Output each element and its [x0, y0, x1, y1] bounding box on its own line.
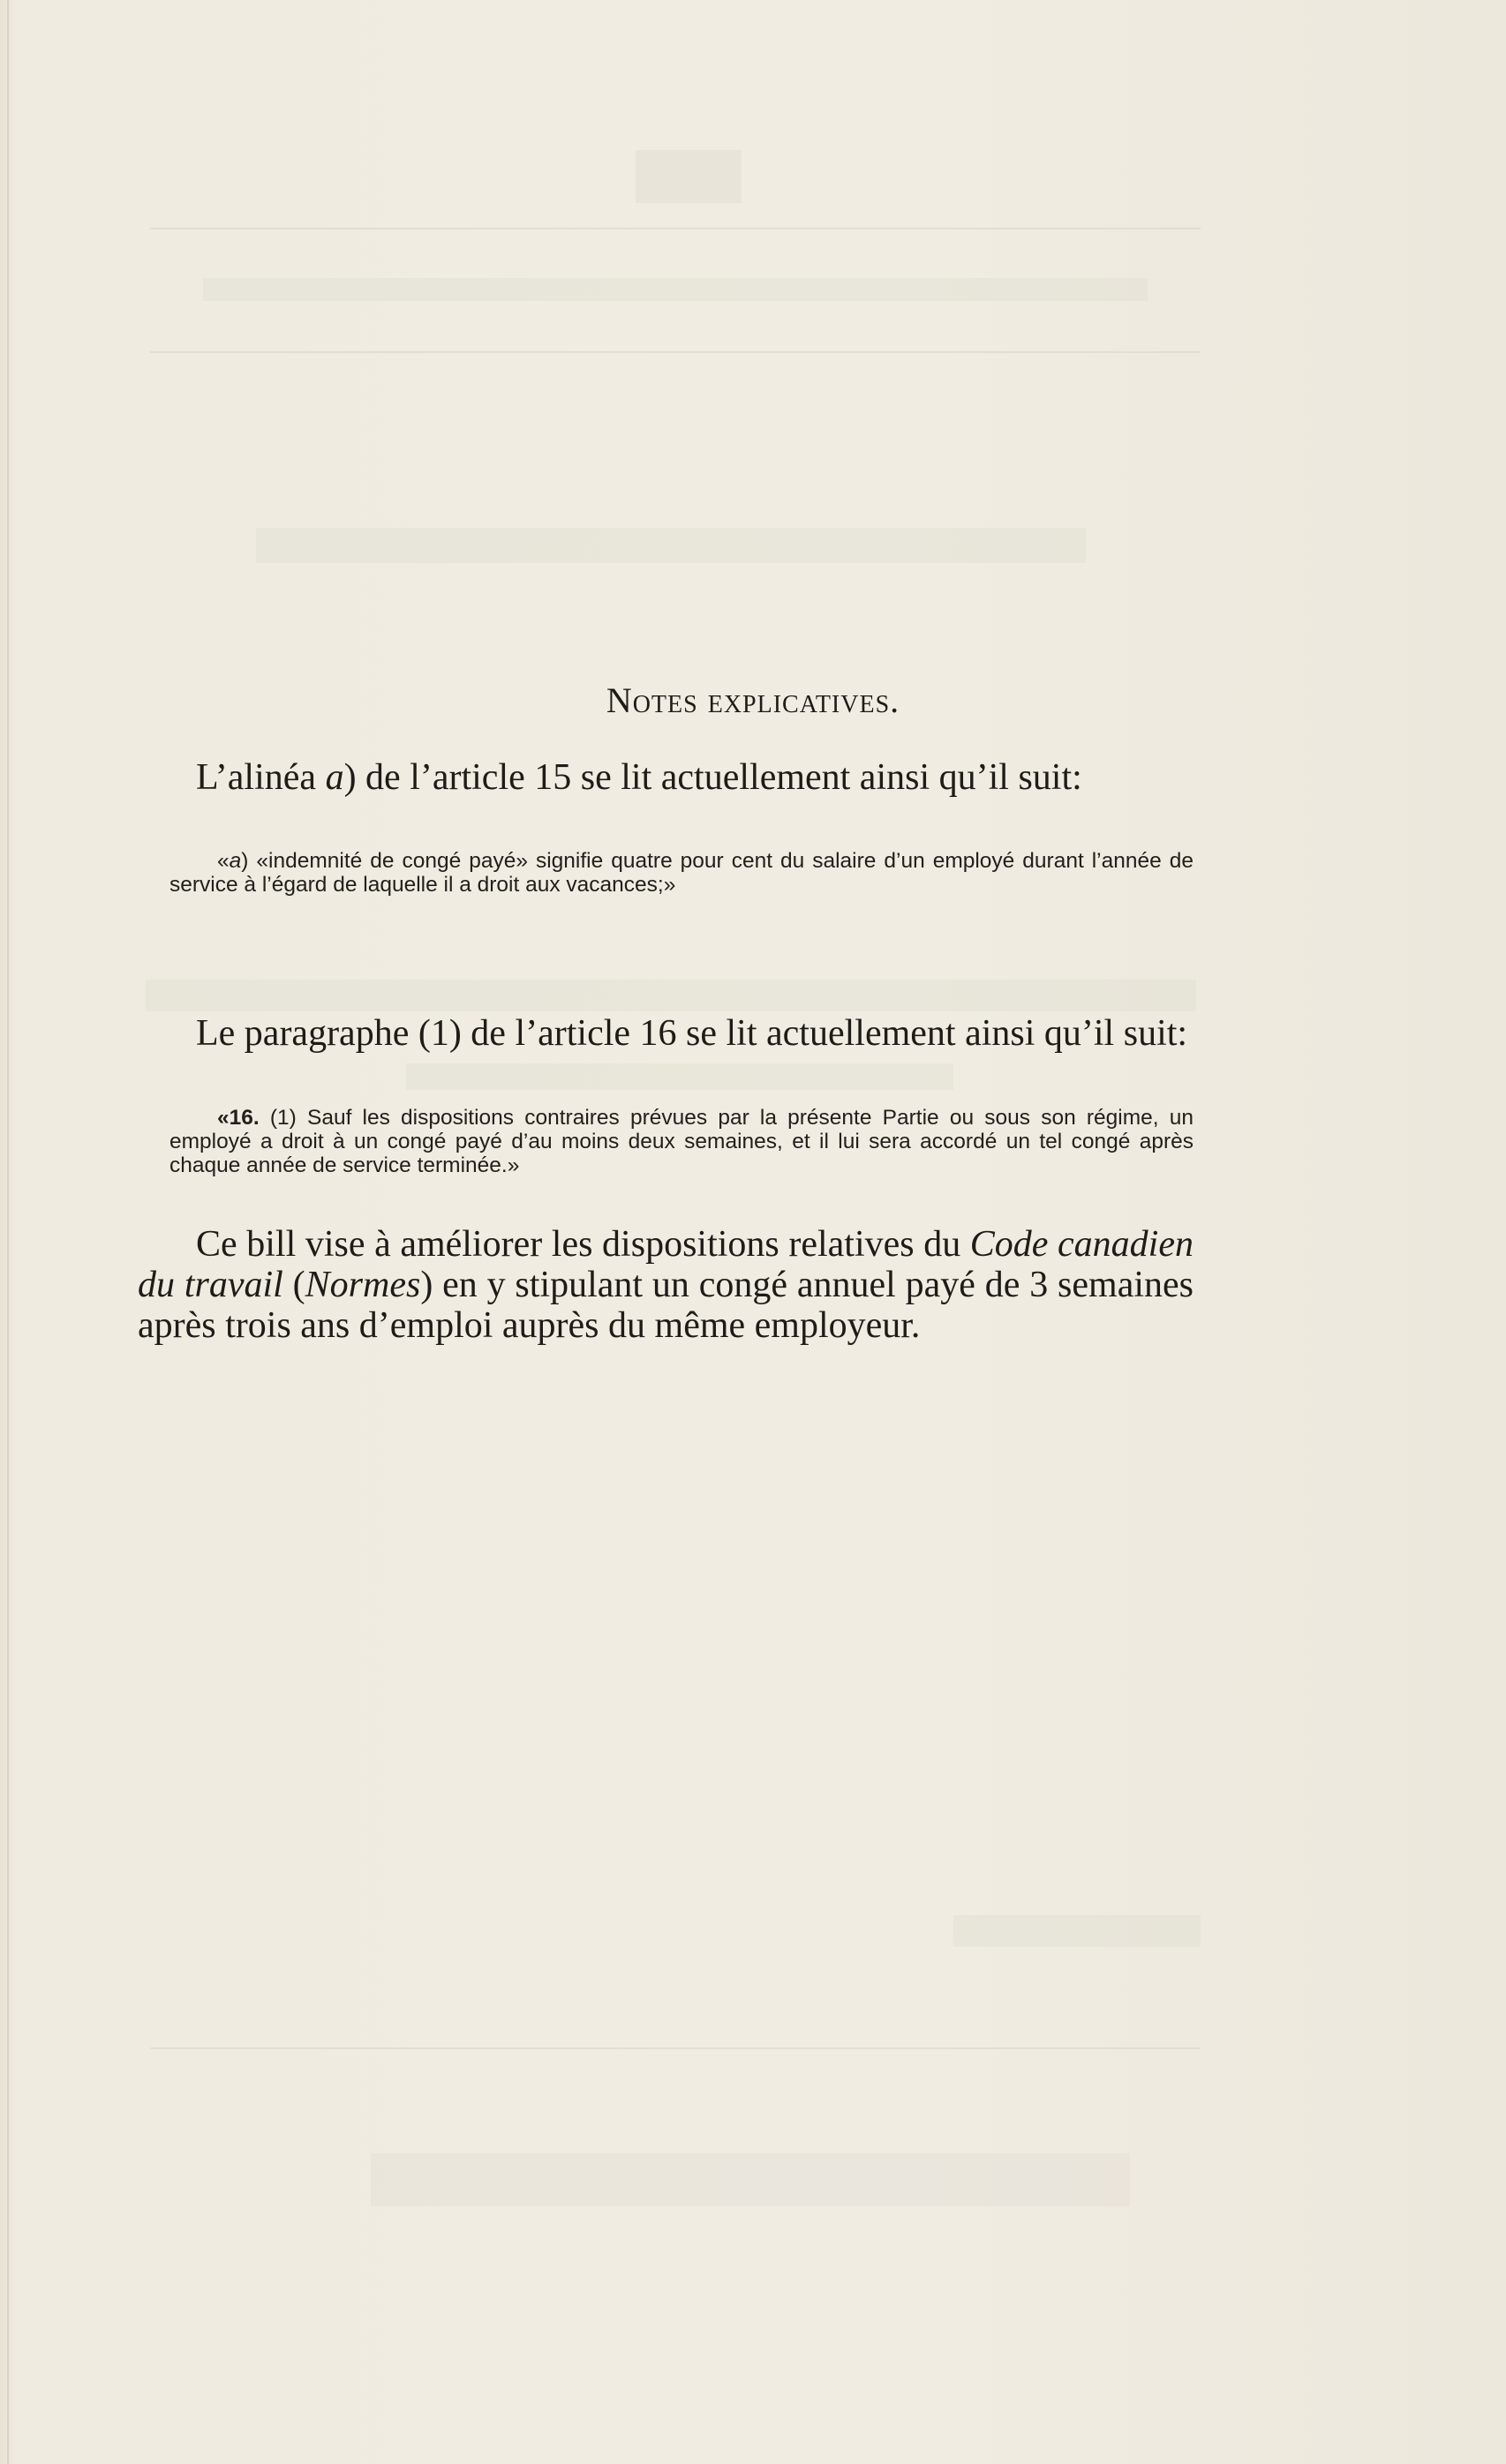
quote-article-16	[169, 1106, 1194, 1177]
quote-article-15a-pre: «	[217, 849, 230, 873]
paragraph-article-15-italic: a	[325, 757, 344, 798]
code-title: Code canadien du travail	[138, 1224, 1194, 1305]
paragraph-bill-purpose-post: ) en y stipulant un congé annuel payé de 3 semaines après trois ans d’emploi auprès du même employeur.	[138, 1265, 1194, 1346]
paragraph-bill-purpose	[138, 1224, 1194, 1346]
paragraph-article-15	[138, 757, 1194, 798]
quote-article-15a-italic: a	[229, 849, 242, 873]
paragraph-bill-purpose-mid: (	[282, 1265, 305, 1305]
quote-article-16-number: «16.	[217, 1106, 260, 1130]
paragraph-article-15-post: ) de l’article 15 se lit actuellement ainsi qu’il suit:	[343, 757, 1082, 798]
paragraph-article-16-text: Le paragraphe (1) de l’article 16 se lit actuellement ainsi qu’il suit:	[196, 1013, 1188, 1054]
quote-article-15a	[169, 849, 1194, 897]
section-heading: Notes explicatives.	[606, 680, 900, 720]
quote-article-15a-post: ) «indemnité de congé payé» signifie quatre pour cent du salaire d’un employé durant l’année de service à l’égard de laquelle il a droit aux vacances;»	[169, 849, 1194, 897]
paragraph-article-15-pre: L’alinéa	[196, 757, 326, 798]
paragraph-bill-purpose-pre: Ce bill vise à améliorer les dispositions relatives du	[196, 1224, 970, 1265]
paragraph-article-16	[138, 1013, 1194, 1054]
quote-article-16-text: (1) Sauf les dispositions contraires prévues par la présente Partie ou sous son régime, un employé a droit à un congé payé d’au moins deux semaines, et il lui sera accordé un tel congé après chaque année de service terminée.»	[169, 1106, 1194, 1177]
normes-title: Normes	[305, 1265, 421, 1305]
